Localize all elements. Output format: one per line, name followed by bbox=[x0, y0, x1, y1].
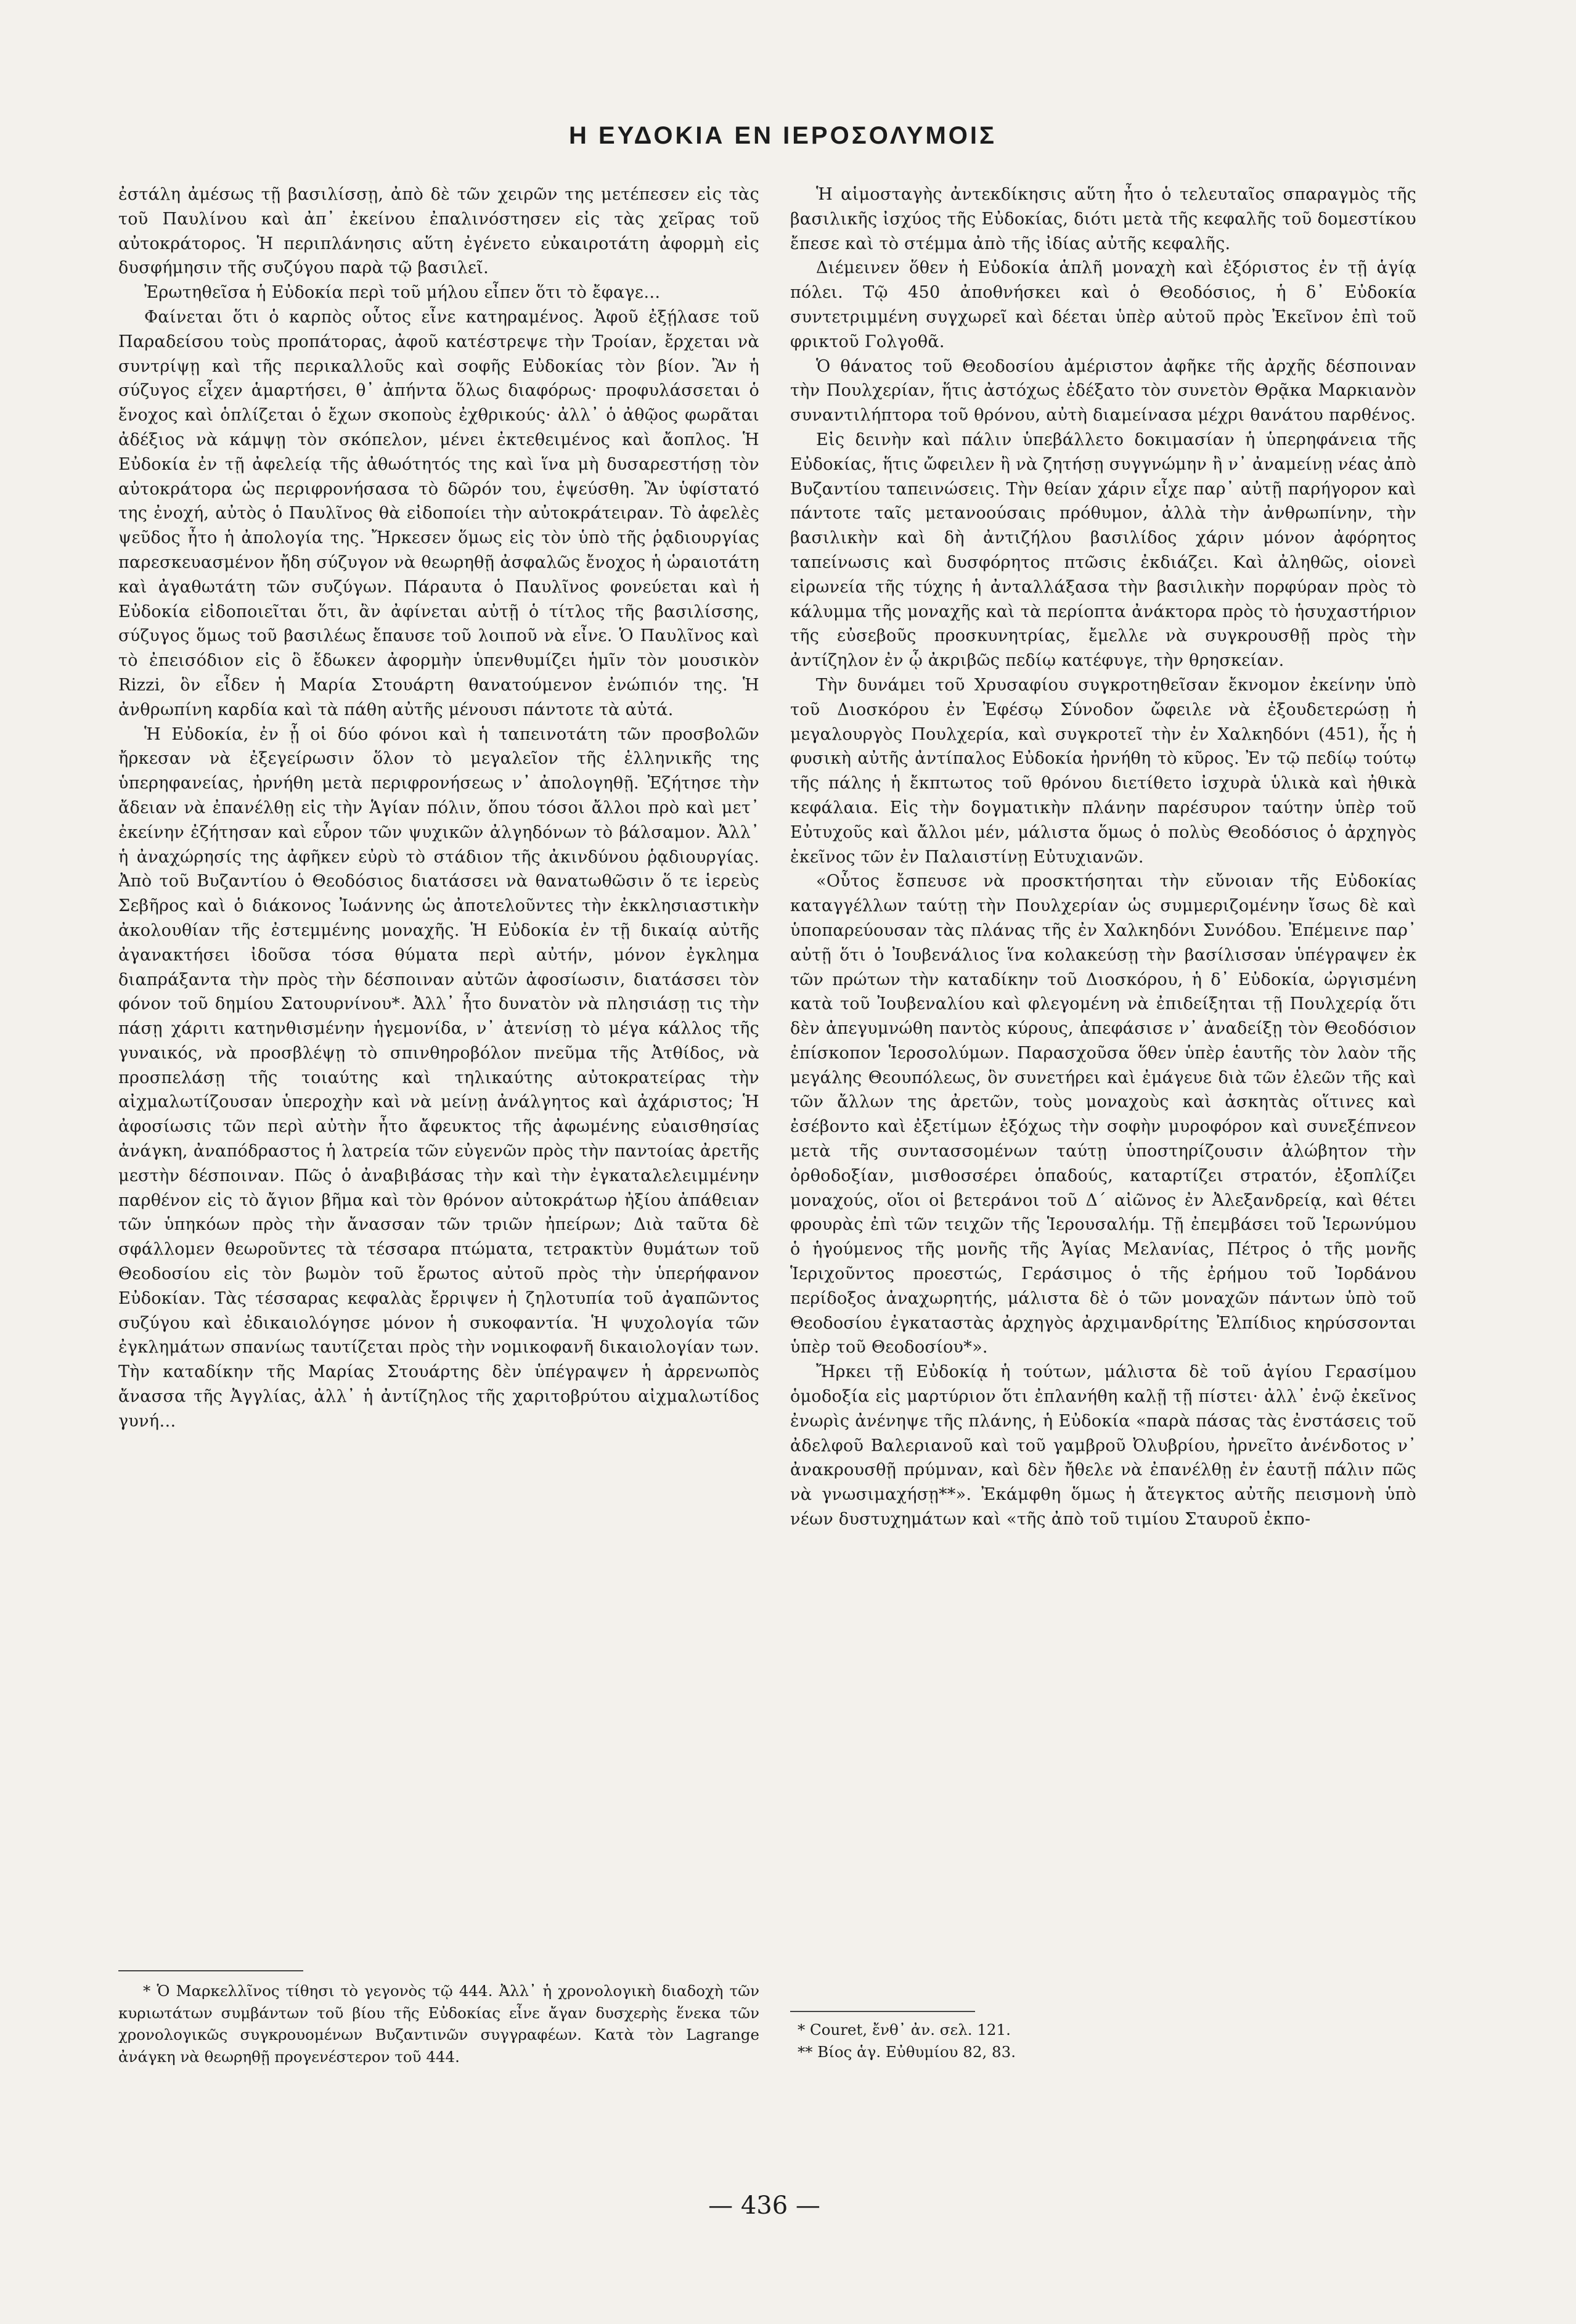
running-header: Η ΕΥΔΟΚΙΑ ΕΝ ΙΕΡΟΣΟΛΥΜΟΙΣ bbox=[568, 122, 997, 149]
footnote-rule-right bbox=[790, 2011, 975, 2012]
paragraph: Τὴν δυνάμει τοῦ Χρυσαφίου συγκροτηθεῖσαν ἔκνομον ἐκείνην ὑπὸ τοῦ Διοσκόρου ἐν Ἐφέσῳ Σύνοδον ὤφειλε νὰ ἐξουδετερώσῃ ἡ μεγαλουργὸς Πουλχερία, καὶ συγκροτεῖ τὴν ἐν Χαλκηδόνι (451), ἧς ἡ φυσικὴ αὐτῆς ἀντίπαλος Εὐδοκία ἠρνήθη τὸ κῦρος. Ἐν τῷ πεδίῳ τούτῳ τῆς πάλης ἡ ἔκπτωτος τοῦ θρόνου διετίθετο ἰσχυρὰ ὑλικὰ καὶ ἠθικὰ κεφάλαια. Εἰς τὴν δογματικὴν πλάνην παρέσυρον ταύτην ὑπὲρ τοῦ Εὐτυχοῦς καὶ ἄλλοι μέν, μάλιστα ὅμως ὁ πολὺς Θεοδόσιος ὁ ἀρχηγὸς ἐκεῖνος τῶν ἐν Παλαιστίνῃ Εὐτυχιανῶν. bbox=[790, 675, 1416, 867]
footnote: * Ὁ Μαρκελλῖνος τίθησι τὸ γεγονὸς τῷ 444. Ἀλλ᾿ ἡ χρονολογικὴ διαδοχὴ τῶν κυριωτάτων συμβάντων τοῦ βίου τῆς Εὐδοκίας εἶνε ἄγαν δυσχερὴς ἕνεκα τῶν χρονολογικῶς συγκρουομένων Βυζαντινῶν συγγραφέων. Κατὰ τὸν Lagrange ἀνάγκη νὰ θεωρηθῇ προγενέστερον τοῦ 444. bbox=[118, 1982, 759, 2066]
paragraph: Φαίνεται ὅτι ὁ καρπὸς οὗτος εἶνε κατηραμένος. Ἀφοῦ ἐξῄλασε τοῦ Παραδείσου τοὺς προπάτορας, ἀφοῦ κατέστρεψε τὴν Τροίαν, ἔρχεται νὰ συντρίψῃ καὶ τῆς περικαλλοῦς καὶ σοφῆς Εὐδοκίας τὸν βίον. Ἂν ἡ σύζυγος εἶχεν ἁμαρτήσει, θ᾿ ἀπήντα ὅλως διαφόρως· προφυλάσσεται ὁ ἔνοχος καὶ ὁπλίζεται ὁ ἔχων σκοποὺς ἐχθρικούς· ἀλλ᾿ ὁ ἀθῷος φωρᾶται ἀδέξιος νὰ κάμψῃ τὸν σκόπελον, μένει ἐκτεθειμένος καὶ ἄοπλος. Ἡ Εὐδοκία ἐν τῇ ἀφελείᾳ τῆς ἀθωότητός της καὶ ἵνα μὴ δυσαρεστήσῃ τὸν αὐτοκράτορα ὡς περιφρονήσασα τὸ δῶρόν του, ἐψεύσθη. Ἂν ὑφίστατό της ἐνοχή, αὐτὸς ὁ Παυλῖνος θὰ εἰδοποίει τὴν αὐτοκράτειραν. Τὸ ἀφελὲς ψεῦδος ἦτο ἡ ἀπολογία της. Ἤρκεσεν ὅμως εἰς τὸν ὑπὸ τῆς ῥᾳδιουργίας παρεσκευασμένον ἤδη σύζυγον νὰ θεωρηθῇ ἀσφαλῶς ἔνοχος ἡ ὡραιοτάτη καὶ ἀγαθωτάτη τῶν συζύγων. Πάραυτα ὁ Παυλῖνος φονεύεται καὶ ἡ Εὐδοκία εἰδοποιεῖται ὅτι, ἂν ἀφίνεται αὐτῇ ὁ τίτλος τῆς βασιλίσσης, σύζυγος ὅμως τοῦ βασιλέως ἔπαυσε τοῦ λοιποῦ νὰ εἶνε. Ὁ Παυλῖνος καὶ τὸ ἐπεισόδιον εἰς ὃ ἔδωκεν ἀφορμὴν ὑπενθυμίζει ἡμῖν τὸν μουσικὸν Rizzi, ὃν εἶδεν ἡ Μαρία Στουάρτη θανατούμενον ἐνώπιόν της. Ἡ ἀνθρωπίνη καρδία καὶ τὰ πάθη αὐτῆς μένουσι πάντοτε τὰ αὐτά. bbox=[118, 307, 759, 719]
paragraph: ἐστάλη ἀμέσως τῇ βασιλίσσῃ, ἀπὸ δὲ τῶν χειρῶν της μετέπεσεν εἰς τὰς τοῦ Παυλίνου καὶ ἀπ᾿ ἐκείνου ἐπαλινόστησεν εἰς τὰς χεῖρας τοῦ αὐτοκράτορος. Ἡ περιπλάνησις αὕτη ἐγένετο εὐκαιροτάτη ἀφορμὴ εἰς δυσφήμησιν τῆς συζύγου παρὰ τῷ βασιλεῖ. bbox=[118, 185, 759, 278]
paragraph: Ἐρωτηθεῖσα ἡ Εὐδοκία περὶ τοῦ μήλου εἶπεν ὅτι τὸ ἔφαγε… bbox=[144, 283, 661, 303]
paragraph: «Οὗτος ἔσπευσε νὰ προσκτήσηται τὴν εὔνοιαν τῆς Εὐδοκίας καταγγέλλων ταύτῃ τὴν Πουλχερίαν ὡς συμμεριζομένην ἴσως δὲ καὶ ὑποπαρεύουσαν τὰς πλάνας τῆς ἐν Χαλκηδόνι Συνόδου. Ἐπέμεινε παρ᾿ αὐτῇ ὅτι ὁ Ἰουβενάλιος ἵνα κολακεύσῃ τὴν βασίλισσαν ὑπέγραψεν ἐκ τῶν πρώτων τὴν καταδίκην τοῦ Διοσκόρου, ἡ δ᾿ Εὐδοκία, ὠργισμένη κατὰ τοῦ Ἰουβεναλίου καὶ φλεγομένη νὰ ἐπιδείξηται τῇ Πουλχερίᾳ ὅτι δὲν ἀπεγυμνώθη παντὸς κύρους, ἀπεφάσισε ν᾿ ἀναδείξῃ τὸν Θεοδόσιον ἐπίσκοπον Ἱεροσολύμων. Παρασχοῦσα ὅθεν ὑπὲρ ἑαυτῆς τὸν λαὸν τῆς μεγάλης Θεουπόλεως, ὃν συνετήρει καὶ ἐμάγευε διὰ τῶν ἐλεῶν τῆς καὶ τῶν ἄλλων της ἀρετῶν, τοὺς μοναχοὺς καὶ ἀσκητὰς οἵτινες καὶ ἐσέβοντο καὶ ἐξετίμων ἐξόχως τὴν σοφὴν μυροφόρον καὶ συνεξέπνεον μετὰ τῆς συντασσομένων ταύτῃ ὑποστηρίζουσιν ἀλώβητον τὴν ὀρθοδοξίαν, μισθοσσέρει ὁπαδούς, καταρτίζει στρατόν, ἐξοπλίζει μοναχούς, οἵοι οἱ βετεράνοι τοῦ Δ´ αἰῶνος ἐν Ἀλεξανδρείᾳ, καὶ θέτει φρουρὰς ἐπὶ τῶν τειχῶν τῆς Ἱερουσαλήμ. Τῇ ἐπεμβάσει τοῦ Ἱερωνύμου ὁ ἡγούμενος τῆς μονῆς τῆς Ἁγίας Μελανίας, Πέτρος ὁ τῆς μονῆς Ἱεριχοῦντος προεστώς, Γεράσιμος ὁ τῆς ἐρήμου τοῦ Ἰορδάνου περίδοξος ἀναχωρητής, μάλιστα δὲ ὁ τῶν μοναχῶν πάντων ὑπὸ τοῦ Θεοδοσίου ἐγκαταστὰς ἀρχηγὸς ἀρχιμανδρίτης Ἐλπίδιος κηρύσσονται ὑπὲρ τοῦ Θεοδοσίου*». bbox=[790, 872, 1416, 1357]
footnotes-left bbox=[118, 1980, 759, 2068]
paragraph: Διέμεινεν ὅθεν ἡ Εὐδοκία ἁπλῆ μοναχὴ καὶ ἐξόριστος ἐν τῇ ἁγίᾳ πόλει. Τῷ 450 ἀποθνήσκει καὶ ὁ Θεοδόσιος, ἡ δ᾿ Εὐδοκία συντετριμμένη συγχωρεῖ καὶ δέεται ὑπὲρ αὐτοῦ πρὸς Ἐκεῖνον ἐπὶ τοῦ φρικτοῦ Γολγοθᾶ. bbox=[790, 258, 1416, 351]
paragraph: Ὁ θάνατος τοῦ Θεοδοσίου ἀμέριστον ἀφῆκε τῆς ἀρχῆς δέσποιναν τὴν Πουλχερίαν, ἥτις ἀστόχως ἐδέξατο τὸν συνετὸν Θρᾷκα Μαρκιανὸν συναντιλήπτορα τοῦ θρόνου, αὐτὴ διαμείνασα μέχρι θανάτου παρθένος. bbox=[790, 356, 1416, 425]
footnote-rule-left bbox=[118, 1970, 303, 1971]
right-column bbox=[790, 182, 1416, 1532]
footnotes-right bbox=[790, 2019, 1416, 2063]
paragraph: Ἡ Εὐδοκία, ἐν ᾗ οἱ δύο φόνοι καὶ ἡ ταπεινοτάτη τῶν προσβολῶν ἤρκεσαν νὰ ἐξεγείρωσιν ὅλον τὸ μεγαλεῖον τῆς ἑλληνικῆς της ὑπερηφανείας, ἠρνήθη μετὰ περιφρονήσεως ν᾿ ἀπολογηθῇ. Ἐζήτησε τὴν ἄδειαν νὰ ἐπανέλθῃ εἰς τὴν Ἁγίαν πόλιν, ὅπου τόσοι ἄλλοι πρὸ καὶ μετ᾿ ἐκείνην ἐζήτησαν καὶ εὗρον τῶν ψυχικῶν ἀλγηδόνων τὸ βάλσαμον. Ἀλλ᾿ ἡ ἀναχώρησίς της ἀφῆκεν εὐρὺ τὸ στάδιον τῆς ἀκινδύνου ῥᾳδιουργίας. Ἀπὸ τοῦ Βυζαντίου ὁ Θεοδόσιος διατάσσει νὰ θανατωθῶσιν ὅ τε ἱερεὺς Σεβῆρος καὶ ὁ διάκονος Ἰωάννης ὡς ἀποτελοῦντες τὴν ἐκκλησιαστικὴν ἀκολουθίαν τῆς ἐστεμμένης μοναχῆς. Ἡ Εὐδοκία ἐν τῇ δικαίᾳ αὐτῆς ἀγανακτήσει ἰδοῦσα τόσα θύματα περὶ αὐτήν, μόνον ἐγκλημα διαπράξαντα τὴν πρὸς τὴν δέσποιναν αὐτῶν ἀφοσίωσιν, διατάσσει τὸν φόνον τοῦ δημίου Σατουρνίνου*. Ἀλλ᾿ ἦτο δυνατὸν νὰ πλησιάσῃ τις τὴν πάσῃ χάριτι κατηνθισμένην ἡγεμονίδα, ν᾿ ἀτενίσῃ τὸ μέγα κάλλος τῆς γυναικός, νὰ προσβλέψῃ τὸ σπινθηροβόλον πνεῦμα τῆς Ἀτθίδος, νὰ προσπελάσῃ τῆς τοιαύτης καὶ τηλικαύτης αὐτοκρατείρας τὴν αἰχμαλωτίζουσαν ὑπεροχὴν καὶ νὰ μείνῃ ἀνάλγητος καὶ ἀχάριστος; Ἡ ἀφοσίωσις τῶν περὶ αὐτὴν ἦτο ἄφευκτος τῆς ἀφωμένης εὐαισθησίας ἀνάγκη, ἀναπόδραστος ἡ λατρεία τῶν εὐγενῶν πρὸς τὴν παντοίας ἀρετῆς μεστὴν δέσποιναν. Πῶς ὁ ἀναβιβάσας τὴν καὶ τὴν ἐγκαταλελειμμένην παρθένον εἰς τὸ ἄγιον βῆμα καὶ τὸν θρόνον αὐτοκράτωρ ἠξίου ἀπάθειαν τῶν ὑπηκόων πρὸς τὴν ἄνασσαν τῶν τριῶν ἠπείρων; Διὰ ταῦτα δὲ σφάλλομεν θεωροῦντες τὰ τέσσαρα πτώματα, τετρακτὺν θυμάτων τοῦ Θεοδοσίου εἰς τὸν βωμὸν τοῦ ἔρωτος αὐτοῦ πρὸς τὴν ὑπερήφανον Εὐδοκίαν. Τὰς τέσσαρας κεφαλὰς ἔρριψεν ἡ ζηλοτυπία τοῦ ἀγαπῶντος συζύγου καὶ ἐδικαιολόγησε μόνον ἡ συκοφαντία. Ἡ ψυχολογία τῶν ἐγκλημάτων σπανίως ταυτίζεται πρὸς τὴν νομικοφανῆ δικαιολογίαν των. Τὴν καταδίκην τῆς Μαρίας Στουάρτης δὲν ὑπέγραψεν ἡ ἀρρενωπὸς ἄνασσα τῆς Ἀγγλίας, ἀλλ᾿ ἡ ἀντίζηλος τῆς χαριτοβρύτου αἰχμαλωτίδος γυνή… bbox=[118, 724, 759, 1431]
footnote: * Couret, ἔνθ᾿ ἀν. σελ. 121. bbox=[798, 2021, 1011, 2039]
left-column bbox=[118, 182, 759, 1434]
paragraph: Εἰς δεινὴν καὶ πάλιν ὑπεβάλλετο δοκιμασίαν ἡ ὑπερηφάνεια τῆς Εὐδοκίας, ἥτις ὤφειλεν ἢ νὰ ζητήσῃ συγγνώμην ἢ ν᾿ ἀναμείνῃ νέας ἀπὸ Βυζαντίου ταπεινώσεις. Τὴν θείαν χάριν εἶχε παρ᾿ αὐτῇ παρήγορον καὶ πάντοτε ταῖς μετανοούσαις πρόθυμον, ἀλλὰ τὴν ἀνθρωπίνην, τὴν βασιλικὴν καὶ δὴ ἀντιζήλου βασιλίδος χάριν μόνον ἀφόρητος ταπείνωσις καὶ δυσφόρητος πτῶσις ἐκδιάζει. Καὶ ἀληθῶς, οἱονεὶ εἰρωνεία τῆς τύχης ἡ ἀνταλλάξασα τὴν βασιλικὴν πορφύραν πρὸς τὸ κάλυμμα τῆς μοναχῆς καὶ τὰ περίοπτα ἀνάκτορα πρὸς τὸ ἡσυχαστήριον τῆς εὐσεβοῦς προσκυνητρίας, ἔμελλε νὰ συγκρουσθῇ πρὸς τὴν ἀντίζηλον ἐν ᾧ ἀκριβῶς πεδίῳ κατέφυγε, τὴν θρησκείαν. bbox=[790, 430, 1416, 671]
paragraph: Ἤρκει τῇ Εὐδοκίᾳ ἡ τούτων, μάλιστα δὲ τοῦ ἁγίου Γερασίμου ὁμοδοξία εἰς μαρτύριον ὅτι ἐπλανήθη καλῇ τῇ πίστει· ἀλλ᾿ ἐνῷ ἐκεῖνος ἐνωρὶς ἀνένηψε τῆς πλάνης, ἡ Εὐδοκία «παρὰ πάσας τὰς ἐνστάσεις τοῦ ἀδελφοῦ Βαλεριανοῦ καὶ τοῦ γαμβροῦ Ὀλυβρίου, ἠρνεῖτο ἀνένδοτος ν᾿ ἀνακρουσθῇ πρύμναν, καὶ δὲν ἤθελε νὰ ἐπανέλθῃ ἐν ἑαυτῇ πάλιν πῶς νὰ γνωσιμαχήσῃ**». Ἐκάμφθη ὅμως ἡ ἄτεγκτος αὐτῆς πεισμονὴ ὑπὸ νέων δυστυχημάτων καὶ «τῆς ἀπὸ τοῦ τιμίου Σταυροῦ ἐκπο- bbox=[790, 1362, 1416, 1529]
paragraph: Ἡ αἱμοσταγὴς ἀντεκδίκησις αὕτη ἦτο ὁ τελευταῖος σπαραγμὸς τῆς βασιλικῆς ἰσχύος τῆς Εὐδοκίας, διότι μετὰ τῆς κεφαλῆς τοῦ δομεστίκου ἔπεσε καὶ τὸ στέμμα ἀπὸ τῆς ἰδίας αὐτῆς κεφαλῆς. bbox=[790, 185, 1416, 253]
page-number: — 436 — bbox=[708, 2191, 820, 2220]
footnote: ** Βίος ἁγ. Εὐθυμίου 82, 83. bbox=[798, 2042, 1016, 2061]
